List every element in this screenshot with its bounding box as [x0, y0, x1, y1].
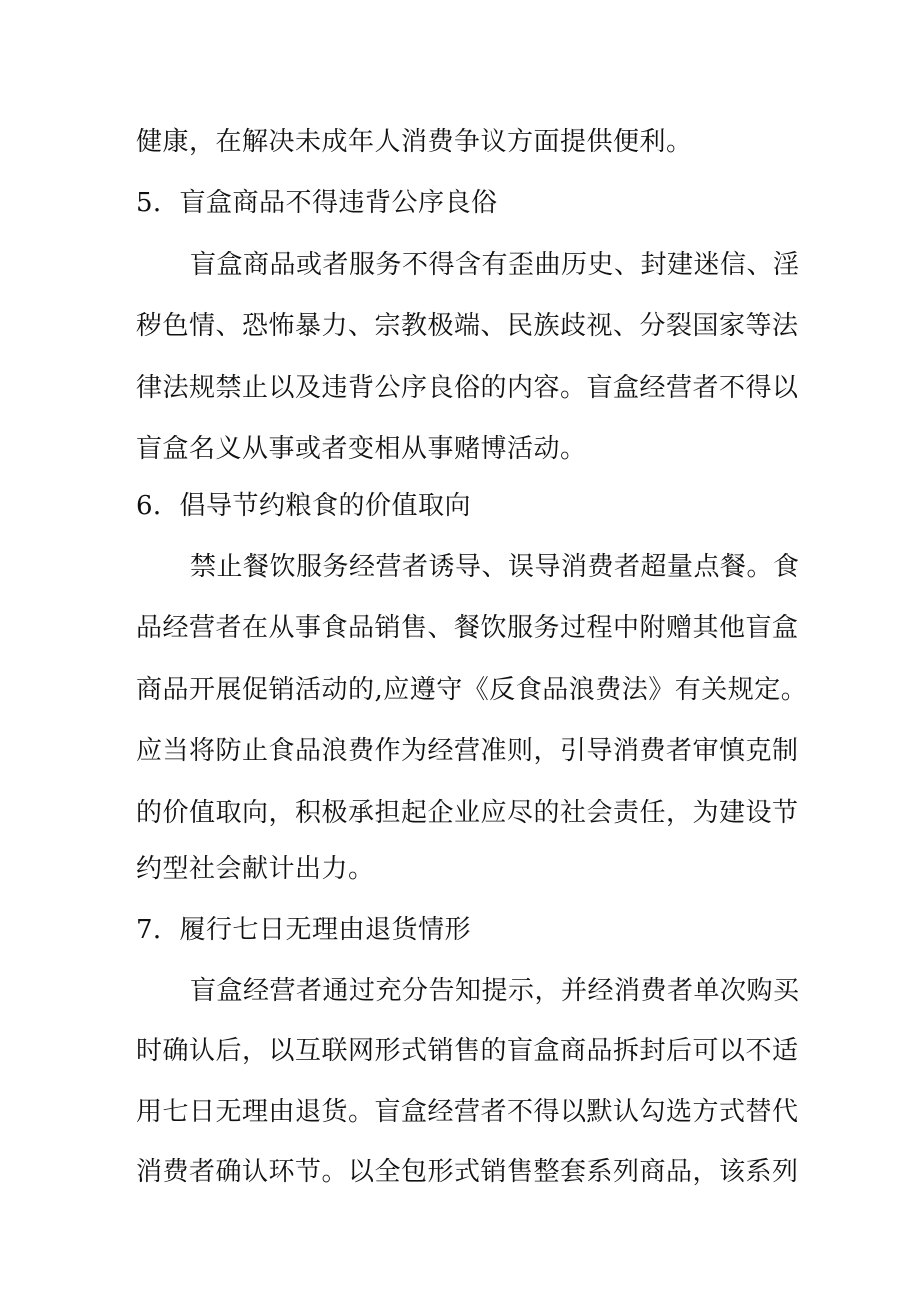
paragraph-line: 盲盒商品或者服务不得含有歪曲历史、封建迷信、淫 — [190, 250, 800, 280]
paragraph-line: 商品开展促销活动的,应遵守《反食品浪费法》有关规定。 — [136, 675, 808, 705]
paragraph-line: 约型社会献计出力。 — [136, 854, 375, 884]
paragraph-line: 禁止餐饮服务经营者诱导、误导消费者超量点餐。食 — [190, 552, 800, 582]
paragraph-line: 时确认后，以互联网形式销售的盲盒商品拆封后可以不适 — [136, 1036, 799, 1066]
paragraph-line: 消费者确认环节。以全包形式销售整套系列商品，该系列 — [136, 1157, 799, 1187]
section-6-heading: 6．倡导节约粮食的价值取向 — [136, 491, 472, 521]
paragraph-line: 秽色情、恐怖暴力、宗教极端、民族歧视、分裂国家等法 — [136, 311, 799, 341]
paragraph-line: 盲盒经营者通过充分告知提示，并经消费者单次购买 — [190, 976, 800, 1006]
paragraph-line: 的价值取向，积极承担起企业应尽的社会责任，为建设节 — [136, 798, 799, 828]
paragraph-line: 盲盒名义从事或者变相从事赌博活动。 — [136, 434, 587, 464]
section-5-heading: 5．盲盒商品不得违背公序良俗 — [136, 188, 498, 218]
paragraph-line: 律法规禁止以及违背公序良俗的内容。盲盒经营者不得以 — [136, 373, 799, 403]
section-7-heading: 7．履行七日无理由退货情形 — [136, 915, 472, 945]
paragraph-line: 品经营者在从事食品销售、餐饮服务过程中附赠其他盲盒 — [136, 613, 799, 643]
paragraph-line: 用七日无理由退货。盲盒经营者不得以默认勾选方式替代 — [136, 1097, 799, 1127]
paragraph-line: 应当将防止食品浪费作为经营准则，引导消费者审慎克制 — [136, 736, 799, 766]
paragraph-line: 健康，在解决未成年人消费争议方面提供便利。 — [136, 127, 693, 157]
